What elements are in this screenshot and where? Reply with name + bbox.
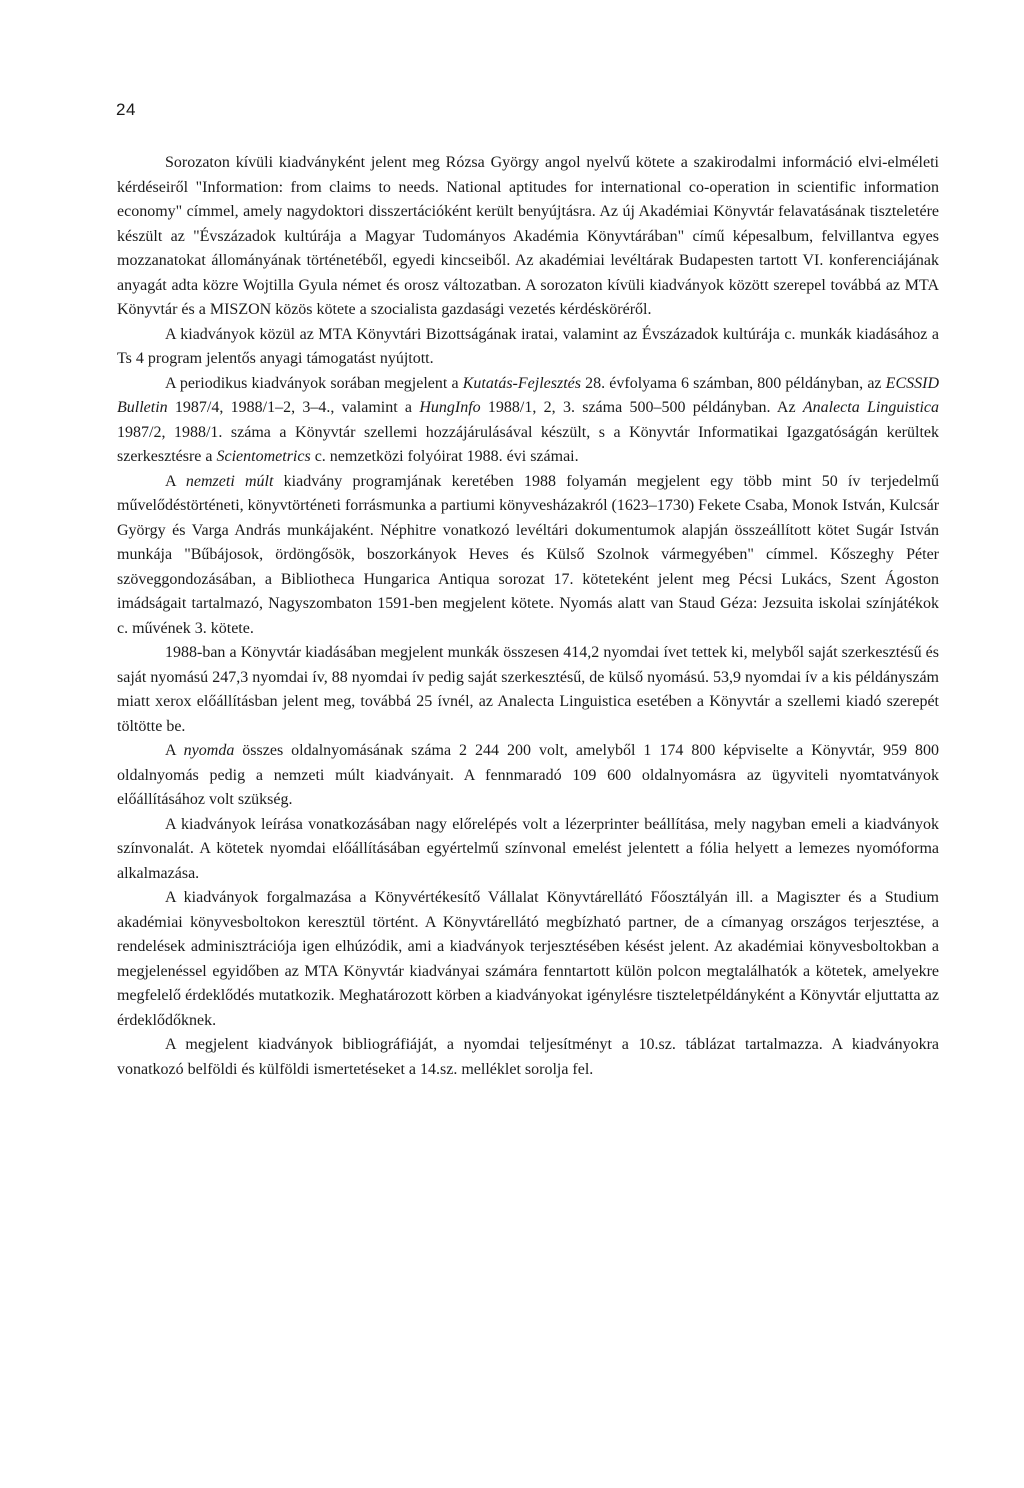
text-segment: A [165,472,186,490]
paragraph [117,739,939,813]
italic-title: Analecta Linguistica [802,399,939,416]
paragraph [117,1033,939,1082]
text-segment: 1987/2, 1988/1. száma a Könyvtár szellemi hozzájárulásával készült, s a Könyvtár Informatikai Igazgatóságán kerültek szerkesztésre a [117,423,939,465]
text-segment: összes oldalnyomásának száma 2 244 200 volt, amelyből 1 174 800 képviselte a Könyvtár, 959 800 oldalnyomás pedig a nemzeti múlt kiadványait. A fennmaradó 109 600 oldalnyomásra az ügyviteli nyomtatványok előállításához volt szükség. [117,742,940,808]
text-segment: A kiadványok forgalmazása a Könyvértékesítő Vállalat Könyvtárellátó Főosztályán ill. a Magiszter és a Studium akadémiai könyvesboltokon keresztül történt. A Könyvtárellátó megbízható partner, de a címanyag országos terjesztése, a rendelések adminisztrációja igen elhúzódik, ami a kiadványok terjesztésében késést jelent. Az akadémiai könyvesboltokban a megjelenéssel egyidőben az MTA Könyvtár kiadványai számára fenntartott külön polcon megtalálhatók a kötetek, amelyekre megfelelő érdeklődés mutatkozik. Meghatározott körben a kiadványokat igénylésre tiszteletpéldányként a Könyvtár eljuttatta az érdeklődőknek. [117,889,939,1029]
italic-title: Scientometrics [216,448,311,465]
text-segment: A [165,742,184,759]
paragraph [117,641,939,739]
text-segment: c. nemzetközi folyóirat 1988. évi számai. [310,448,579,465]
text-segment: 28. évfolyama 6 számban, 800 példányban, az [580,374,886,392]
paragraph [117,470,939,642]
italic-title: Kutatás-Fejlesztés [462,374,581,392]
text-segment: A periodikus kiadványok sorában megjelent a [165,374,463,392]
text-segment: A kiadványok közül az MTA Könyvtári Bizottságának iratai, valamint az Évszázadok kultúrája c. munkák kiadásához a Ts 4 program jelentős anyagi támogatást nyújtott. [117,325,939,367]
paragraph [117,886,939,1033]
italic-title: nemzeti múlt [185,472,274,490]
paragraph [117,323,939,372]
text-segment: 1988-ban a Könyvtár kiadásában megjelent munkák összesen 414,2 nyomdai ívet tettek ki, melyből saját szerkesztésű és saját nyomású 247,3 nyomdai ív, 88 nyomdai ív pedig saját szerkesztésű, de külső nyomású. 53,9 nyomdai ív a kis példányszám miatt xerox előállításban jelent meg, továbbá 25 ívnél, az Analecta Linguistica esetében a Könyvtár a szellemi kiadó szerepét töltötte be. [117,644,939,735]
italic-title: ECSSID Bulletin [117,374,939,416]
text-segment: A megjelent kiadványok bibliográfiáját, a nyomdai teljesítményt a 10.sz. táblázat tartalmazza. A kiadványokra vonatkozó belföldi és külföldi ismertetéseket a 14.sz. melléklet sorolja fel. [117,1036,939,1078]
text-segment: Sorozaton kívüli kiadványként jelent meg Rózsa György angol nyelvű kötete a szakirodalmi információ elvi-elméleti kérdéseiről "Information: from claims to needs. National aptitudes for international co-operation in scientific information economy" címmel, amely nagydoktori disszertációként került benyújtásra. Az új Akadémiai Könyvtár felavatásának tiszteletére készült az "Évszázadok kultúrája a Magyar Tudományos Akadémia Könyvtárában" című képesalbum, felvillantva egyes mozzanatokat állományának történetéből, egyedi kincseiből. Az akadémiai levéltárak Budapesten tartott VI. konferenciájának anyagát adta közre Wojtilla Gyula német és orosz változatban. A sorozaton kívüli kiadványok között szerepel továbbá az MTA Könyvtár és a MISZON közös kötete a szocialista gazdasági vezetés kérdésköréről. [117,154,939,318]
text-segment: 1987/4, 1988/1–2, 3–4., valamint a [167,399,420,416]
text-segment: 1988/1, 2, 3. száma 500–500 példányban. Az [480,399,803,416]
text-segment: kiadvány programjának keretében 1988 folyamán megjelent egy több mint 50 ív terjedelmű művelődéstörténeti, könyvtörténeti forrásmunka a partiumi könyvesházakról (1623–1730) Fekete Csaba, Monok István, Kulcsár György és Varga András munkájaként. Néphitre vonatkozó levéltári dokumentumok alapján összeállított kötet Sugár István munkája "Bűbájosok, ördöngősök, boszorkányok Heves és Külső Szolnok vármegyében" címmel. Kőszeghy Péter szöveggondozásában, a Bibliotheca Hungarica Antiqua sorozat 17. köteteként jelent meg Pécsi Lukács, Szent Ágoston imádságait tartalmazó, Nagyszombaton 1591-ben megjelent kötete. Nyomás alatt van Staud Géza: Jezsuita iskolai színjátékok c. művének 3. kötete. [117,472,940,637]
italic-title: nyomda [183,742,235,759]
paragraph [117,372,939,470]
italic-title: HungInfo [419,399,481,416]
paragraph [117,813,939,887]
paragraph [117,151,939,323]
text-segment: A kiadványok leírása vonatkozásában nagy előrelépés volt a lézerprinter beállítása, mely nagyban emeli a kiadványok színvonalát. A kötetek nyomdai előállításában egyértelmű színvonal emelést jelentett a fólia helyett a lemezes nyomóforma alkalmazása. [117,815,939,882]
body-text [117,151,939,1082]
page-number: 24 [116,100,136,119]
